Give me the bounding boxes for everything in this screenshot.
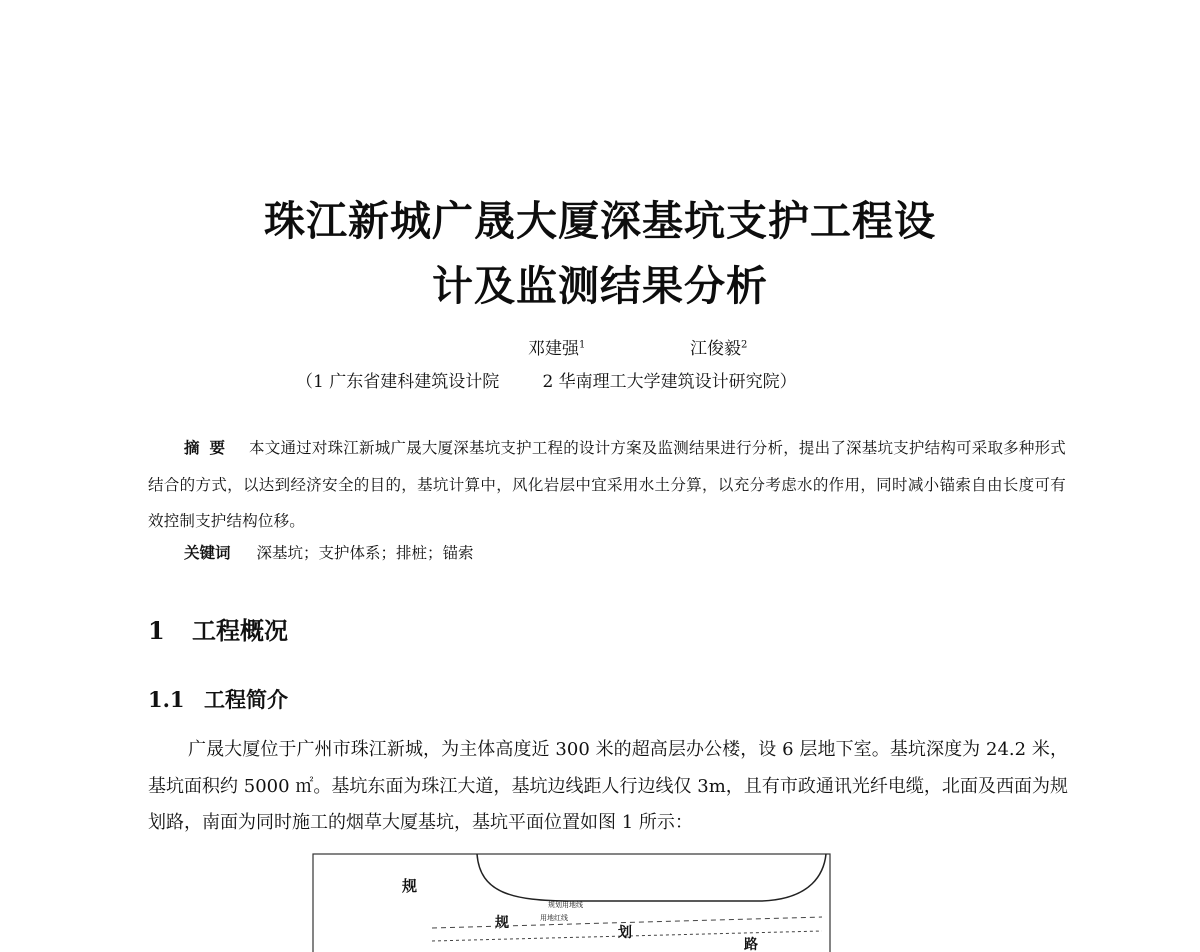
body-paragraph: 广晟大厦位于广州市珠江新城，为主体高度近 300 米的超高层办公楼，设 6 层地下室。基坑深度为 24.2 米，基坑面积约 5000 ㎡。基坑东面为珠江大道，基坑边线距人行边线仅 3m，且有市政通讯光纤电缆，北面及西面为规划路，南面为同时施工的烟草大厦基坑，基坑平面位置如图 1 所示： [148, 739, 1068, 833]
author-affiliation-mark: 2 [741, 339, 748, 351]
author-name: 江俊毅 [690, 339, 741, 359]
affiliations: （1 广东省建科建筑设计院 2 华南理工大学建筑设计研究院） [296, 372, 797, 392]
road-curve [477, 854, 826, 901]
figure-road-label-1: 规 [495, 915, 509, 931]
section-heading-1 [148, 611, 288, 646]
figure-label-north: 规 [402, 877, 418, 895]
subsection-number: 1.1 [148, 687, 185, 712]
abstract [148, 430, 1066, 540]
subsection-heading-1-1 [148, 684, 288, 714]
figure-road-label-2: 划 [618, 925, 632, 941]
abstract-text: 本文通过对珠江新城广晟大厦深基坑支护工程的设计方案及监测结果进行分析，提出了深基坑支护结构可采取多种形式结合的方式，以达到经济安全的目的，基坑计算中，风化岩层中宜采用水土分算，以充分考虑水的作用，同时减小锚索自由长度可有效控制支护结构位移。 [148, 439, 1066, 530]
author-1 [528, 334, 585, 359]
paper-title-line-2: 计及监测结果分析 [432, 262, 768, 310]
site-plan-figure [312, 853, 832, 952]
paper-title-line-1: 珠江新城广晟大厦深基坑支护工程设 [264, 197, 936, 245]
keywords-text: 深基坑；支护体系；排桩；锚索 [256, 544, 474, 562]
figure-annotation-planning-line: 规划用地线 [548, 901, 583, 909]
keywords [184, 541, 474, 563]
section-number: 1 [148, 616, 165, 645]
figure-annotation-red-line: 用地红线 [540, 914, 568, 922]
author-2 [690, 334, 747, 359]
figure-road-label-3: 路 [744, 937, 758, 952]
author-affiliation-mark: 1 [579, 339, 586, 351]
keywords-label: 关键词 [184, 543, 231, 562]
section-title: 工程概况 [192, 617, 288, 645]
abstract-label: 摘要 [184, 438, 236, 457]
subsection-title: 工程简介 [204, 688, 288, 712]
author-name: 邓建强 [528, 339, 579, 359]
